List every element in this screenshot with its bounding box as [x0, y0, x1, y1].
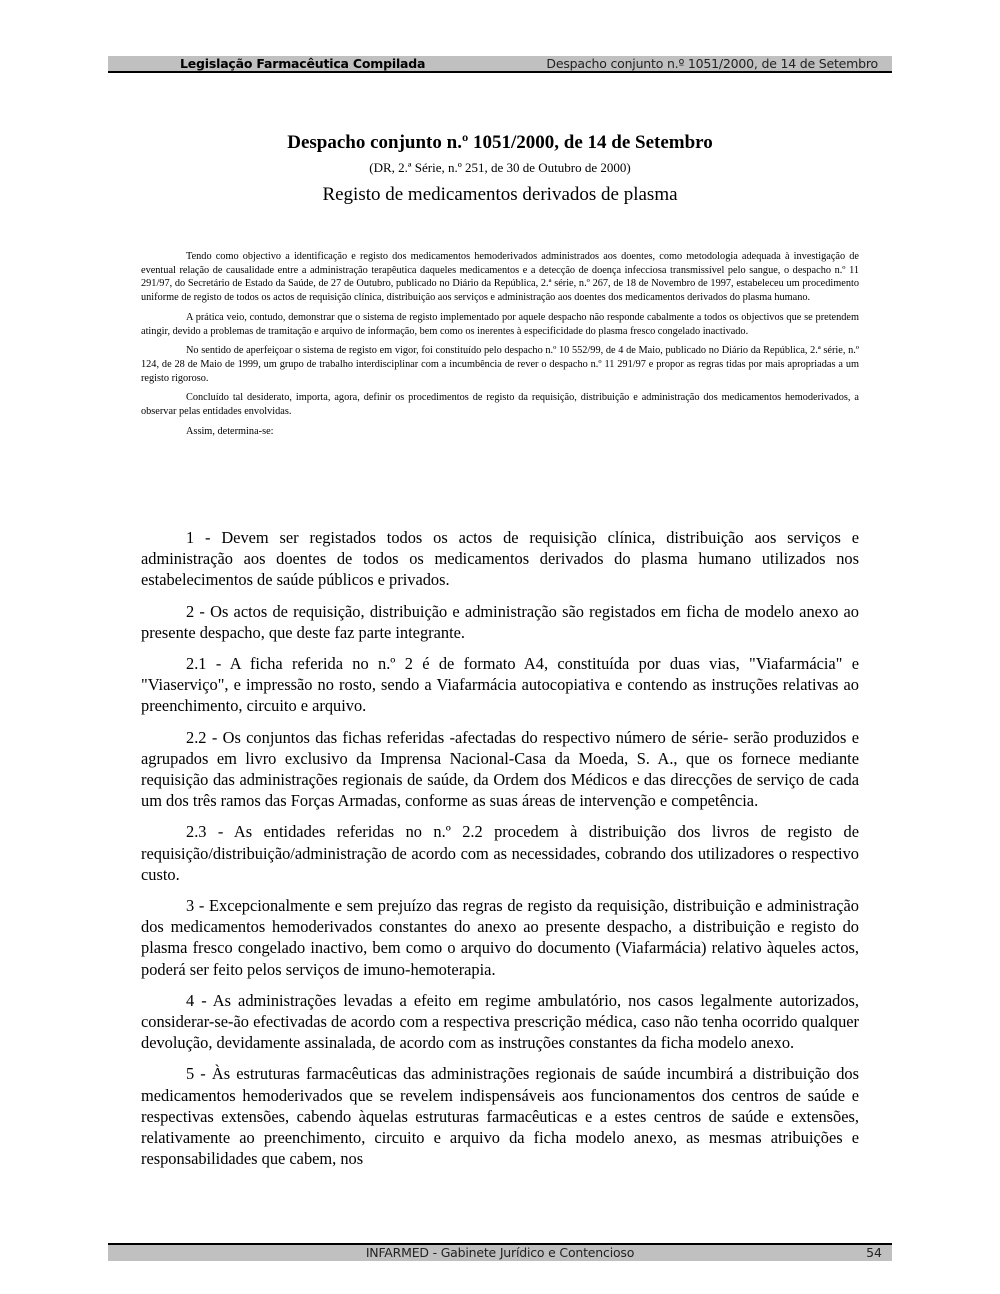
page-footer [108, 1243, 892, 1261]
page-header [108, 56, 892, 73]
preamble-paragraph: Tendo como objectivo a identificação e registo dos medicamentos hemoderivados administrados aos doentes, como metodologia adequada à investigação de eventual relação de causalidade entre a administração terapêutica daqueles medicamentos e a detecção de doença infecciosa transmissível pelo sangue, o despacho n.º 11 291/97, do Secretário de Estado da Saúde, de 27 de Outubro, publicado no Diário da República, 2.ª série, n.º 267, de 18 de Novembro de 1997, estabeleceu um procedimento uniforme de registo de todos os actos de requisição clínica, distribuição aos serviços e administração aos doentes dos medicamentos derivados do plasma humano. [141, 251, 859, 304]
article-paragraph: 2.1 - A ficha referida no n.º 2 é de formato A4, constituída por duas vias, "Viafarmácia" e "Viaserviço", e impressão no rosto, sendo a Viafarmácia autocopiativa e contendo as instruções relativas ao preenchimento, circuito e arquivo. [141, 654, 859, 716]
header-collection-title: Legislação Farmacêutica Compilada [180, 56, 426, 71]
article-paragraph: 2.2 - Os conjuntos das fichas referidas -afectadas do respectivo número de série- serão produzidos e agrupados em livro exclusivo da Imprensa Nacional-Casa da Moeda, S. A., que os fornece mediante requisição das administrações regionais de saúde, da Ordem dos Médicos e das direcções de serviço de cada um dos três ramos das Forças Armadas, conforme as suas áreas de intervenção e competência. [141, 727, 859, 811]
document-subtitle: Registo de medicamentos derivados de plasma [322, 184, 678, 205]
document-title: Despacho conjunto n.º 1051/2000, de 14 de Setembro [287, 132, 713, 153]
document-source: (DR, 2.ª Série, n.º 251, de 30 de Outubro de 2000) [369, 160, 631, 175]
article-paragraph: 5 - Às estruturas farmacêuticas das administrações regionais de saúde incumbirá a distribuição dos medicamentos hemoderivados que se revelem indispensáveis aos funcionamentos dos centros de saúde e respectivas extensões, cabendo àquelas estruturas farmacêuticas e a estes centros de saúde e extensões, relativamente ao preenchimento, circuito e arquivo da ficha modelo anexo, as mesmas atribuições e responsabilidades que cabem, nos [141, 1064, 859, 1169]
preamble-paragraph: Assim, determina-se: [186, 425, 274, 437]
articles [141, 527, 859, 1179]
article-paragraph: 3 - Excepcionalmente e sem prejuízo das regras de registo da requisição, distribuição e administração dos medicamentos hemoderivados constantes do anexo ao presente despacho, a distribuição e registo do plasma fresco congelado inactivo, bem como o arquivo do documento (Viafarmácia) relativo àqueles actos, poderá ser feito pelos serviços de imuno-hemoterapia. [141, 896, 859, 979]
preamble-paragraph: A prática veio, contudo, demonstrar que o sistema de registo implementado por aquele despacho não responde cabalmente a todos os objectivos que se pretendem atingir, devido a problemas de tramitação e arquivo de informação, bem como os inerentes à especificidade do plasma fresco congelado inactivado. [141, 311, 859, 337]
article-paragraph: 4 - As administrações levadas a efeito em regime ambulatório, nos casos legalmente autorizados, considerar-se-ão efectivadas de acordo com a respectiva prescrição médica, caso não tenha ocorrido qualquer devolução, devidamente assinalada, de acordo com as instruções constantes da ficha modelo anexo. [141, 990, 859, 1053]
article-paragraph: 2.3 - As entidades referidas no n.º 2.2 procedem à distribuição dos livros de registo de requisição/distribuição/administração de acordo com as necessidades, cobrando dos utilizadores o respectivo custo. [141, 822, 859, 884]
article-paragraph: 2 - Os actos de requisição, distribuição e administração são registados em ficha de modelo anexo ao presente despacho, que deste faz parte integrante. [141, 601, 859, 642]
article-paragraph: 1 - Devem ser registados todos os actos de requisição clínica, distribuição aos serviços e administração aos doentes de todos os medicamentos derivados do plasma humano utilizados nos estabelecimentos de saúde públicos e privados. [141, 528, 859, 590]
page-number: 54 [866, 1245, 882, 1260]
footer-organization: INFARMED - Gabinete Jurídico e Contencioso [365, 1245, 635, 1260]
header-document-reference: Despacho conjunto n.º 1051/2000, de 14 de Setembro [546, 56, 878, 71]
preamble-paragraph: No sentido de aperfeiçoar o sistema de registo em vigor, foi constituído pelo despacho n.º 10 552/99, de 4 de Maio, publicado no Diário da República, 2.ª série, n.º 124, de 28 de Maio de 1999, um grupo de trabalho interdisciplinar com a incumbência de rever o despacho n.º 11 291/97 e propor as regras tidas por mais apropriadas a um registo rigoroso. [141, 345, 859, 384]
title-block [108, 130, 892, 208]
preamble-paragraph: Concluído tal desiderato, importa, agora, definir os procedimentos de registo da requisição, distribuição e administração dos medicamentos hemoderivados, a observar pelas entidades envolvidas. [141, 392, 859, 418]
preamble [141, 250, 859, 444]
